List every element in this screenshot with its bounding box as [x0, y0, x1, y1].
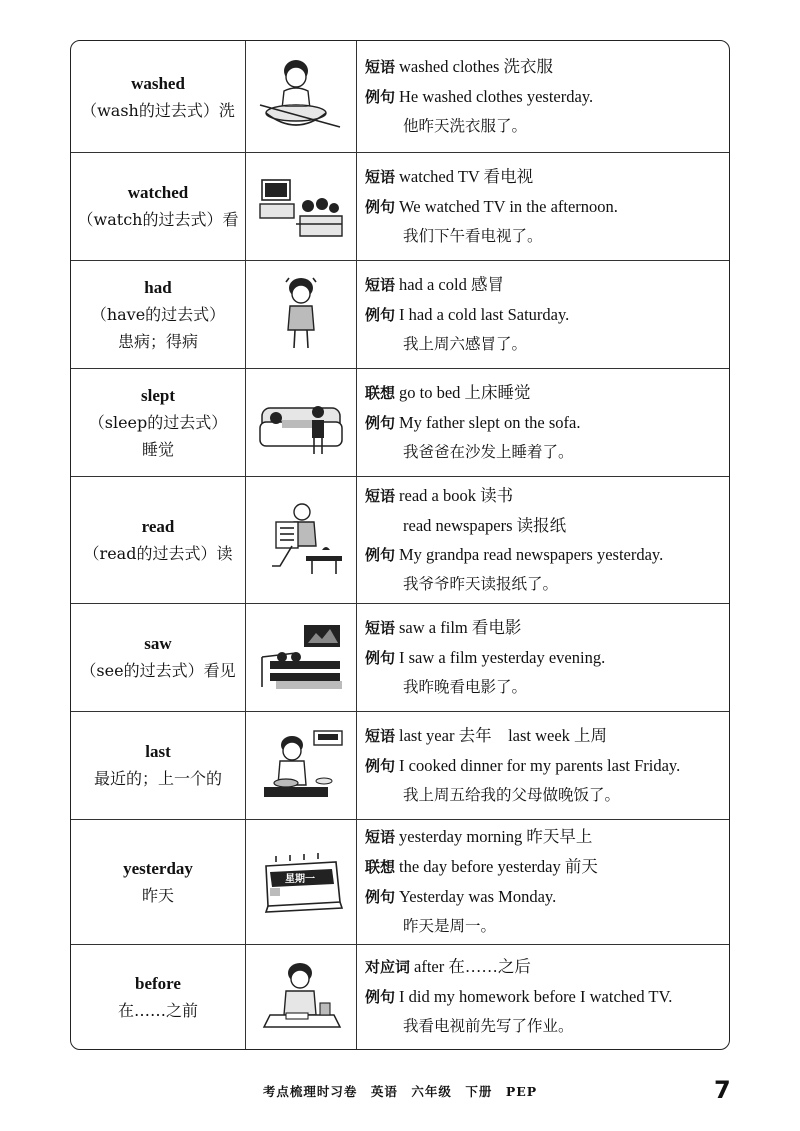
illustration-cell: [246, 944, 357, 1049]
cooking-boy-illustration: [256, 725, 346, 805]
word-gloss: （read的过去式）读: [83, 543, 233, 563]
line-tag: 短语: [365, 167, 396, 186]
info-line: [365, 481, 729, 511]
line-text: 我爷爷昨天读报纸了。: [403, 574, 559, 593]
info-line: [365, 52, 729, 82]
line-text: 我昨晚看电影了。: [403, 677, 528, 696]
line-text: I saw a film yesterday evening.: [399, 647, 606, 667]
info-line: [365, 822, 729, 852]
table-row: [71, 260, 729, 369]
line-text: go to bed 上床睡觉: [399, 382, 531, 402]
word-gloss: 昨天: [141, 885, 174, 905]
table-row: [71, 368, 729, 477]
info-line: [365, 378, 729, 408]
illustration-cell: [246, 260, 357, 368]
info-cell: [357, 944, 729, 1049]
vocab-word: last: [145, 742, 171, 761]
info-line: [365, 162, 729, 192]
line-tag: 例句: [365, 413, 396, 432]
word-gloss: 患病；得病: [117, 331, 198, 351]
info-line: [365, 192, 729, 222]
line-tag: 例句: [365, 648, 396, 667]
illustration-cell: [246, 41, 357, 152]
line-tag: 短语: [365, 726, 396, 745]
line-tag: 例句: [365, 756, 396, 775]
info-line: [365, 751, 729, 781]
line-tag: 例句: [365, 88, 396, 106]
word-cell: [71, 819, 246, 944]
info-line: [365, 643, 729, 673]
info-cell: [357, 41, 729, 152]
info-cell: [357, 711, 729, 819]
info-cell: [357, 476, 729, 603]
word-gloss: （watch的过去式）看: [77, 210, 239, 229]
info-line: [365, 673, 729, 702]
calendar-illustration: [256, 842, 346, 922]
vocab-word: had: [144, 277, 172, 297]
info-line: [365, 112, 729, 141]
line-tag: 短语: [365, 618, 396, 637]
word-gloss: 最近的；上一个的: [93, 769, 222, 788]
line-text: the day before yesterday 前天: [399, 857, 598, 876]
info-line: [365, 330, 729, 359]
info-line: [365, 781, 729, 810]
line-tag: 对应词: [365, 958, 411, 976]
info-cell: [357, 368, 729, 476]
word-cell: [71, 41, 246, 152]
line-text: Yesterday was Monday.: [399, 887, 557, 906]
word-cell: [71, 260, 246, 368]
illustration-cell: [246, 368, 357, 476]
info-cell: [357, 603, 729, 711]
line-text: I cooked dinner for my parents last Friday.: [399, 755, 681, 775]
line-tag: 联想: [365, 383, 396, 402]
line-tag: 短语: [365, 828, 396, 846]
word-gloss: （have的过去式）: [90, 304, 226, 324]
line-tag: 短语: [365, 58, 396, 76]
info-line: [365, 882, 729, 912]
page-footer: 考点梳理时习卷 英语 六年级 下册 PEP: [262, 1084, 538, 1099]
word-cell: [71, 944, 246, 1049]
info-cell: [357, 260, 729, 368]
word-gloss: 在……之前: [117, 1000, 198, 1020]
line-tag: 例句: [365, 988, 396, 1006]
info-cell: [357, 152, 729, 260]
line-text: 我上周六感冒了。: [403, 334, 528, 353]
reading-newspaper-illustration: [256, 500, 346, 580]
line-tag: 短语: [365, 275, 396, 294]
vocabulary-table: [70, 40, 730, 1050]
line-tag: 联想: [365, 858, 396, 876]
line-text: after 在……之后: [414, 957, 531, 976]
line-text: read newspapers 读报纸: [403, 515, 567, 535]
vocab-word: saw: [144, 634, 172, 653]
info-line: [365, 82, 729, 112]
line-text: had a cold 感冒: [399, 274, 504, 294]
line-tag: 例句: [365, 197, 396, 216]
sick-girl-illustration: [256, 274, 346, 354]
line-text: 他昨天洗衣服了。: [403, 117, 528, 135]
washing-clothes-illustration: [256, 57, 346, 137]
info-line: [365, 408, 729, 438]
vocab-word: watched: [127, 183, 189, 202]
line-text: 我上周五给我的父母做晚饭了。: [403, 785, 621, 804]
line-text: washed clothes 洗衣服: [399, 57, 553, 76]
vocab-word: washed: [131, 73, 185, 93]
line-text: last year 去年 last week 上周: [399, 725, 608, 745]
line-tag: 例句: [365, 305, 396, 324]
illustration-cell: [246, 603, 357, 711]
word-gloss: 睡觉: [141, 439, 174, 459]
info-line: [365, 270, 729, 300]
line-text: We watched TV in the afternoon.: [399, 196, 618, 216]
line-text: He washed clothes yesterday.: [399, 87, 594, 106]
line-text: My father slept on the sofa.: [399, 412, 581, 432]
word-gloss: （wash的过去式）洗: [81, 100, 235, 120]
line-tag: 例句: [365, 888, 396, 906]
word-cell: [71, 368, 246, 476]
table-row: [71, 152, 729, 261]
line-text: saw a film 看电影: [399, 617, 522, 637]
line-text: read a book 读书: [399, 485, 514, 505]
info-line: [365, 1012, 729, 1041]
table-row: [71, 476, 729, 604]
vocab-word: before: [135, 973, 181, 993]
table-row: [71, 41, 729, 153]
vocab-word: read: [141, 516, 175, 536]
page-number: 7: [714, 1076, 731, 1104]
illustration-cell: [246, 819, 357, 944]
info-line: [365, 852, 729, 882]
line-text: watched TV 看电视: [399, 166, 534, 186]
info-line: [365, 912, 729, 941]
table-row: [71, 819, 729, 945]
table-row: [71, 944, 729, 1049]
line-text: 昨天是周一。: [403, 917, 497, 935]
line-text: 我们下午看电视了。: [403, 226, 543, 245]
cinema-illustration: [256, 617, 346, 697]
watching-tv-illustration: [256, 166, 346, 246]
line-text: yesterday morning 昨天早上: [399, 827, 593, 846]
line-text: 我爸爸在沙发上睡着了。: [403, 442, 574, 461]
word-gloss: （sleep的过去式）: [88, 412, 228, 432]
info-line: [365, 222, 729, 251]
homework-girl-illustration: [256, 957, 346, 1037]
illustration-cell: [246, 152, 357, 260]
illustration-cell: [246, 711, 357, 819]
word-cell: [71, 603, 246, 711]
info-line: [365, 721, 729, 751]
word-gloss: （see的过去式）看见: [80, 661, 236, 680]
line-text: My grandpa read newspapers yesterday.: [399, 544, 664, 564]
info-line: [365, 952, 729, 982]
illustration-cell: [246, 476, 357, 603]
word-cell: [71, 152, 246, 260]
info-line: [365, 982, 729, 1012]
line-text: I had a cold last Saturday.: [399, 304, 570, 324]
vocab-word: slept: [141, 385, 175, 405]
line-tag: 例句: [365, 545, 396, 564]
table-row: [71, 711, 729, 820]
info-cell: [357, 819, 729, 944]
info-line: [365, 511, 729, 540]
sleeping-on-sofa-illustration: [256, 382, 346, 462]
vocab-word: yesterday: [123, 858, 193, 878]
line-text: I did my homework before I watched TV.: [399, 987, 673, 1006]
word-cell: [71, 476, 246, 603]
table-row: [71, 603, 729, 712]
info-line: [365, 438, 729, 467]
info-line: [365, 300, 729, 330]
word-cell: [71, 711, 246, 819]
line-text: 我看电视前先写了作业。: [403, 1017, 574, 1035]
info-line: [365, 570, 729, 599]
calendar-label: 星期一: [285, 873, 315, 885]
info-line: [365, 540, 729, 570]
info-line: [365, 613, 729, 643]
line-tag: 短语: [365, 486, 396, 505]
